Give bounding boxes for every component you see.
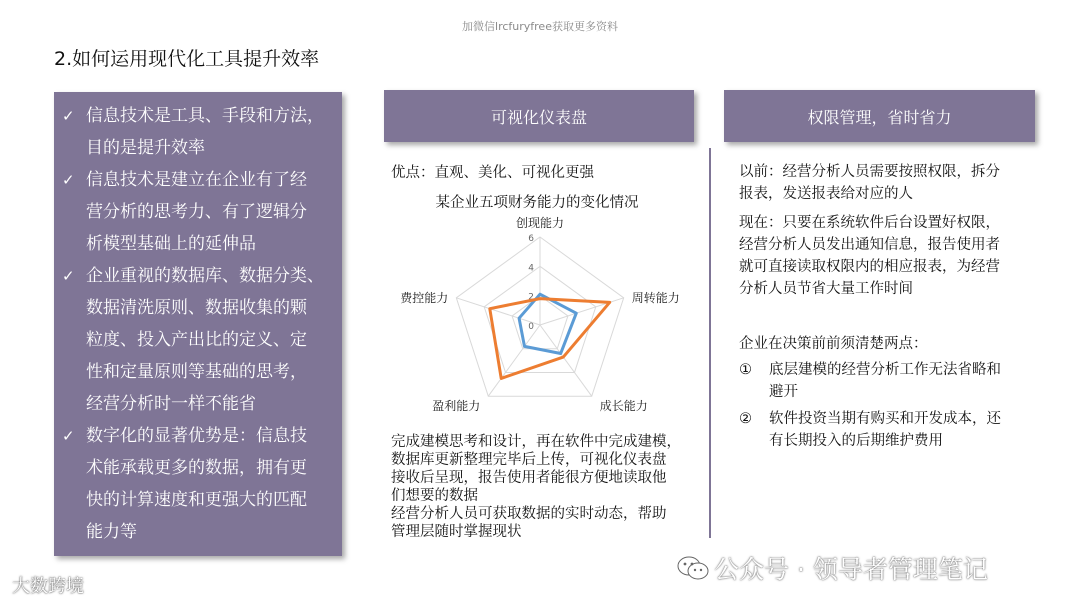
radar-axis-label: 成长能力 [599,399,648,414]
wechat-brand [676,550,988,586]
chart-title: 某企业五项财务能力的变化情况 [435,195,639,211]
radar-tick-label: 0 [528,322,534,332]
bullet-line: 企业重视的数据库、数据分类、 [86,266,324,286]
bullet-item [62,164,334,260]
decision-heading: 企业在决策前前须清楚两点： [739,336,928,352]
bullet-line: 数据清洗原则、数据收集的颗 [86,298,307,318]
radar-axis-label: 周转能力 [631,290,680,305]
bullet-line: 经营分析时一样不能省 [86,394,256,414]
radar-spoke [488,325,540,396]
now-line: 现在：只要在系统软件后台设置好权限， [739,215,1000,231]
description-line: 管理层随时掌握现状 [391,524,522,540]
item-text [769,359,1035,403]
checkmark-icon: ✓ [62,171,75,189]
radar-axis-label: 盈利能力 [432,399,481,414]
description-line: 完成建模思考和设计，再在软件中完成建模， [391,434,681,450]
bullet-line: 目的是提升效率 [86,138,205,158]
description-line: 接收后呈现，报告使用者能很方便地读取他 [391,470,667,486]
now-line: 分析人员节省大量工作时间 [739,281,913,297]
bullet-text [86,260,334,420]
checkmark-icon: ✓ [62,107,75,125]
bullet-line: 析模型基础上的延伸品 [86,234,256,254]
bullet-line: 快的计算速度和更强大的匹配 [86,490,307,510]
left-bullet-panel [54,92,342,556]
radar-tick-label: 2 [528,292,534,303]
radar-axis-label: 费控能力 [400,290,449,305]
decision-item [739,408,1035,452]
decision-item [739,359,1035,403]
permission-header: 权限管理，省时省力 [724,90,1035,142]
bullet-line: 信息技术是建立在企业有了经 [86,170,307,190]
top-watermark: 加微信lrcfuryfree获取更多资料 [462,20,618,33]
checkmark-icon: ✓ [62,427,75,445]
slide-title: 2.如何运用现代化工具提升效率 [54,48,320,70]
radar-axis-label: 创现能力 [515,216,565,230]
bullet-text [86,420,334,548]
bullet-line: 数字化的显著优势是：信息技 [86,426,307,446]
wechat-account-name: 公众号 · 领导者管理笔记 [714,555,988,584]
dashboard-description [391,433,711,541]
item-number: ① [739,362,752,378]
description-line: 数据库更新整理完毕后上传，可视化仪表盘 [391,452,667,468]
bullet-item [62,100,334,164]
before-text [739,161,1029,205]
item-line: 有长期投入的后期维护费用 [769,433,943,449]
item-text [769,408,1035,452]
bullet-text [86,164,334,260]
bullet-line: 性和定量原则等基础的思考， [86,362,307,382]
item-line: 避开 [769,384,798,400]
now-line: 经营分析人员发出通知信息，报告使用者 [739,237,1000,253]
radar-chart [380,212,700,427]
now-text [739,212,1029,300]
item-number: ② [739,411,752,427]
item-line: 软件投资当期有购买和开发成本，还 [769,411,1001,427]
bullet-line: 粒度、投入产出比的定义、定 [86,330,307,350]
bullet-item [62,420,334,548]
bullet-line: 信息技术是工具、手段和方法， [86,106,324,126]
before-line: 以前：经营分析人员需要按照权限，拆分 [739,164,1000,180]
description-line: 经营分析人员可获取数据的实时动态，帮助 [391,506,667,522]
radar-tick-label: 6 [528,234,534,244]
wechat-icon [676,554,710,582]
before-line: 报表，发送报表给对应的人 [739,186,913,202]
radar-tick-label: 4 [528,263,534,274]
bullet-item [62,260,334,420]
description-line: 们想要的数据 [391,488,478,504]
now-line: 就可直接读取权限内的相应报表，为经营 [739,259,1000,275]
dashboard-header: 可视化仪表盘 [384,90,694,142]
bullet-line: 能力等 [86,522,137,542]
merit-text: 优点：直观、美化、可视化更强 [391,165,594,181]
bullet-line: 营分析的思考力、有了逻辑分 [86,202,307,222]
bullet-text [86,100,334,164]
checkmark-icon: ✓ [62,267,75,285]
bullet-line: 术能承载更多的数据，拥有更 [86,458,307,478]
brand-left-logo: 大数跨境 [12,576,84,597]
radar-spoke [540,325,592,396]
item-line: 底层建模的经营分析工作无法省略和 [769,362,1001,378]
